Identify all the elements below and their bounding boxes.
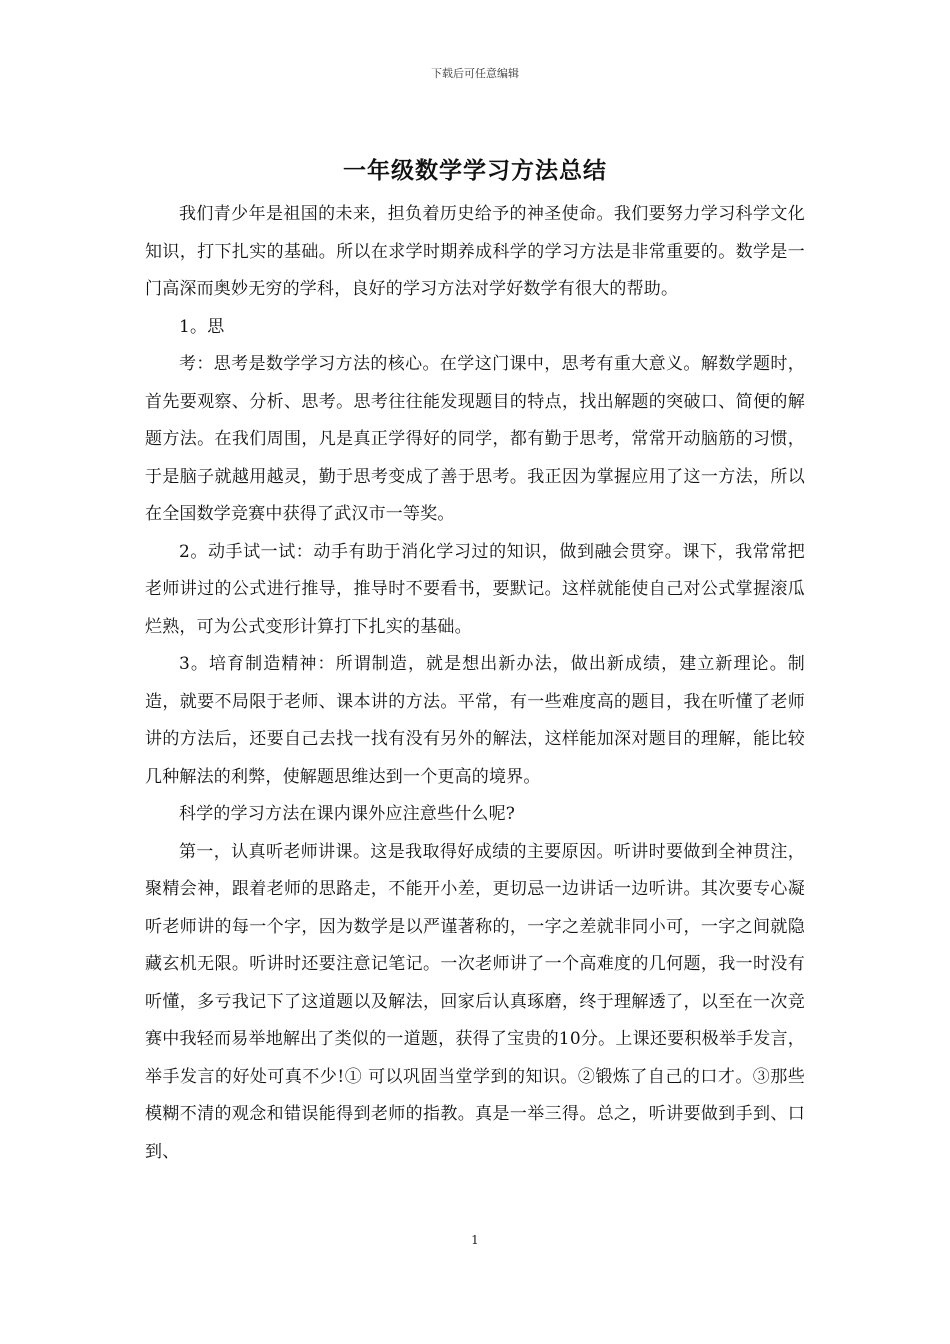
paragraph-question: 科学的学习方法在课内课外应注意些什么呢? [179, 804, 516, 824]
page-header: 下载后可任意编辑 [431, 67, 519, 80]
page-number: 1 [471, 1233, 479, 1247]
paragraph-item-1-heading: 1。思 [179, 316, 225, 337]
paragraph-item-3-creativity: 3。培育制造精神：所谓制造，就是想出新办法，做出新成绩，建立新理论。制造，就要不局限于老师、课本讲的方法。平常，有一些难度高的题目，我在听懂了老师讲的方法后，还要自己去找一找有没有另外的解法，这样能加深对题目的理解，能比较几种解法的利弊，使解题思维达到一个更高的境界。 [145, 654, 805, 787]
paragraph-first-point: 第一，认真听老师讲课。这是我取得好成绩的主要原因。听讲时要做到全神贯注，聚精会神，跟着老师的思路走，不能开小差，更切忌一边讲话一边听讲。其次要专心凝听老师讲的每一个字，因为数学是以严谨著称的，一字之差就非同小可，一字之间就隐藏玄机无限。听讲时还要注意记笔记。一次老师讲了一个高难度的几何题，我一时没有听懂，多亏我记下了这道题以及解法，回家后认真琢磨，终于理解透了，以至在一次竞赛中我轻而易举地解出了类似的一道题，获得了宝贵的10分。上课还要积极举手发言，举手发言的好处可真不少!① 可以巩固当堂学到的知识。②锻炼了自己的口才。③那些模糊不清的观念和错误能得到老师的指教。真是一举三得。总之，听讲要做到手到、口到、 [145, 841, 805, 1162]
paragraph-item-2-hands-on: 2。动手试一试：动手有助于消化学习过的知识，做到融会贯穿。课下，我常常把老师讲过的公式进行推导，推导时不要看书，要默记。这样就能使自己对公式掌握滚瓜烂熟，可为公式变形计算打下扎实的基础。 [145, 541, 805, 637]
document-body [145, 196, 805, 1171]
paragraph-intro: 我们青少年是祖国的未来，担负着历史给予的神圣使命。我们要努力学习科学文化知识，打下扎实的基础。所以在求学时期养成科学的学习方法是非常重要的。数学是一门高深而奥妙无穷的学科，良好的学习方法对学好数学有很大的帮助。 [145, 204, 805, 299]
document-title: 一年级数学学习方法总结 [343, 157, 607, 184]
paragraph-item-1-thinking: 考：思考是数学学习方法的核心。在学这门课中，思考有重大意义。解数学题时，首先要观察、分析、思考。思考往往能发现题目的特点，找出解题的突破口、简便的解题方法。在我们周围，凡是真正学得好的同学，都有勤于思考，常常开动脑筋的习惯，于是脑子就越用越灵，勤于思考变成了善于思考。我正因为掌握应用了这一方法，所以在全国数学竞赛中获得了武汉市一等奖。 [145, 354, 805, 524]
